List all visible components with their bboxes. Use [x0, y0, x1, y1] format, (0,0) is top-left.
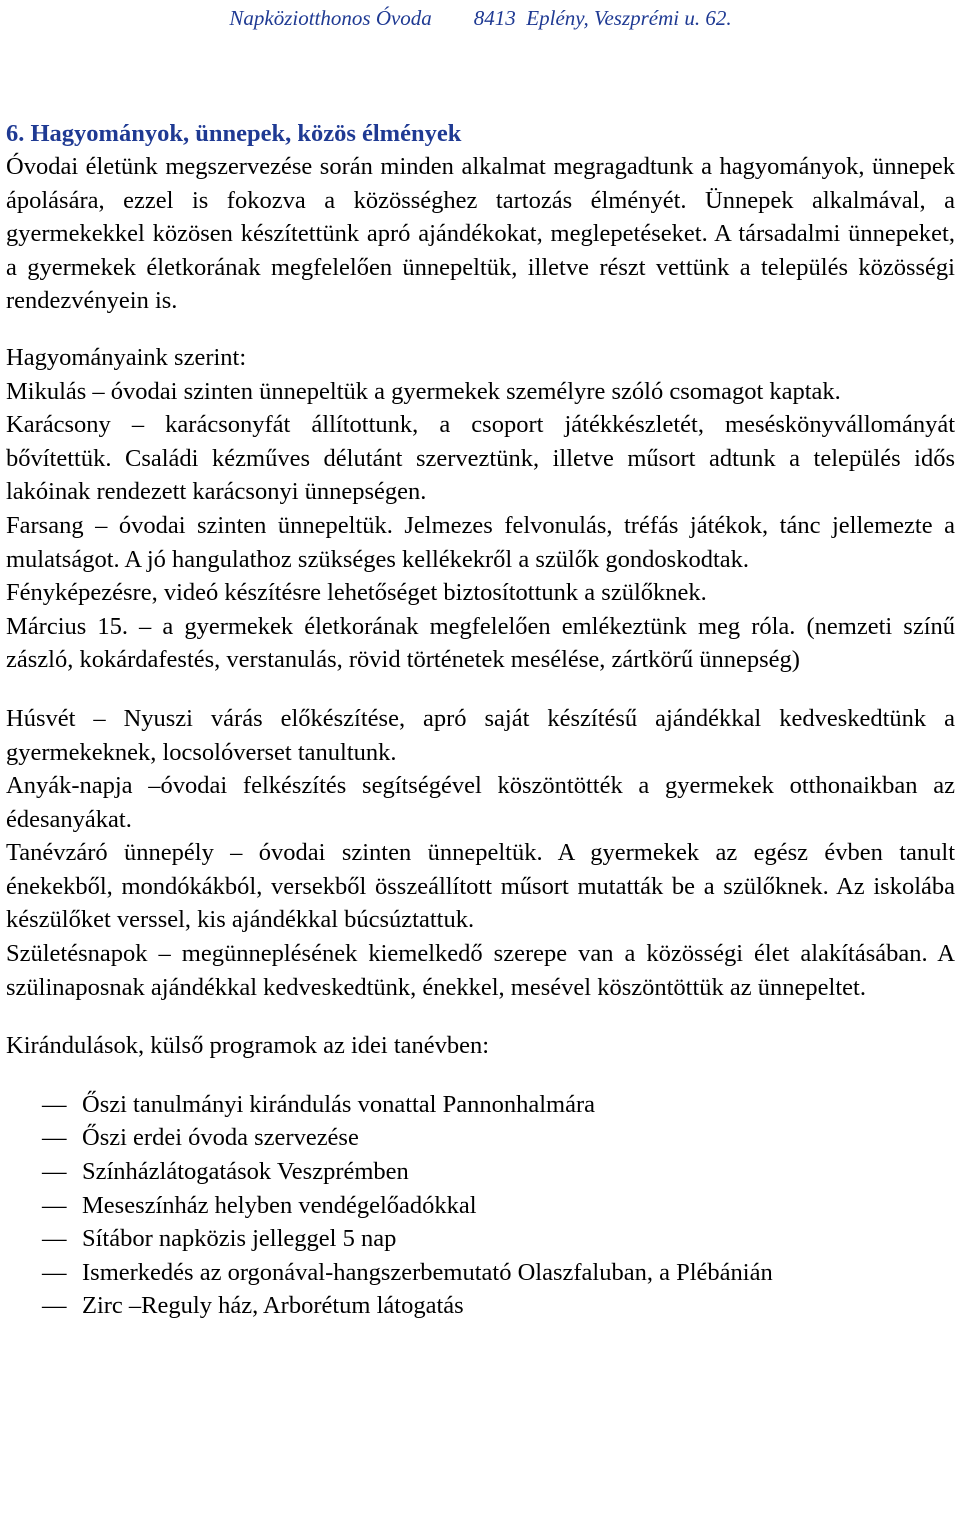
outing-item: [42, 1222, 955, 1256]
outing-text: Meseszínház helyben vendégelőadókkal: [82, 1191, 477, 1219]
outing-item: [42, 1189, 955, 1223]
outing-item: [42, 1155, 955, 1189]
tradition-photo: Fényképezésre, videó készítésre lehetőséget biztosítottunk a szülőknek.: [6, 579, 707, 607]
dash-bullet-icon: —: [42, 1225, 67, 1253]
outing-text: Őszi tanulmányi kirándulás vonattal Pannonhalmára: [82, 1090, 596, 1118]
traditions-label: Hagyományaink szerint:: [6, 343, 247, 371]
tradition-karacsony: Karácsony – karácsonyfát állítottunk, a csoport játékkészletét, meséskönyvállományát bővítettük. Családi kézműves délutánt szerveztünk, illetve műsort adtunk a település idős lakóinak rendezett karácsonyi ünnepségen.: [6, 411, 955, 506]
outing-text: Ismerkedés az orgonával-hangszerbemutató Olaszfaluban, a Plébánián: [82, 1258, 773, 1286]
paragraph-spacer: [6, 677, 955, 702]
dash-bullet-icon: —: [42, 1292, 67, 1320]
dash-bullet-icon: —: [42, 1191, 67, 1219]
outing-text: Őszi erdei óvoda szervezése: [82, 1124, 359, 1152]
outing-item: [42, 1289, 955, 1323]
outing-item: [42, 1088, 955, 1122]
outing-text: Zirc –Reguly ház, Arborétum látogatás: [82, 1292, 464, 1320]
dash-bullet-icon: —: [42, 1090, 67, 1118]
tradition-szuletesnap: Születésnapok – megünneplésének kiemelkedő szerepe van a közösségi élet alakításában. A szülinaposnak ajándékkal kedveskedtünk, énekkel, mesével köszöntöttük az ünnepeltet.: [6, 940, 955, 1001]
dash-bullet-icon: —: [42, 1258, 67, 1286]
paragraph-spacer: [6, 1004, 955, 1029]
tradition-tanevzaro: Tanévzáró ünnepély – óvodai szinten ünnepeltük. A gyermekek az egész évben tanult énekekből, mondókákból, versekből összeállított műsort mutatták be a szülőknek. Az iskolába készülőket verssel, kis ajándékkal búcsúztattuk.: [6, 839, 955, 934]
outing-item: [42, 1256, 955, 1290]
tradition-marcius: Március 15. – a gyermekek életkorának megfelelően emlékeztünk meg róla. (nemzeti színű zászló, kokárdafestés, verstanulás, rövid történetek mesélése, zártkörű ünnepség): [6, 612, 955, 674]
tradition-anyak-napja: Anyák-napja –óvodai felkészítés segítségével köszöntötték a gyermekek otthonaikban az édesanyákat.: [6, 772, 955, 833]
outing-text: Sítábor napközis jelleggel 5 nap: [82, 1225, 397, 1253]
outings-list: [6, 1088, 955, 1323]
tradition-mikulas: Mikulás – óvodai szinten ünnepeltük a gyermekek személyre szóló csomagot kaptak.: [6, 377, 841, 405]
tradition-husvet: Húsvét – Nyuszi várás előkészítése, apró saját készítésű ajándékkal kedveskedtünk a gyermekeknek, locsolóverset tanultunk.: [6, 704, 955, 766]
paragraph-spacer: [6, 1063, 955, 1088]
outing-text: Színházlátogatások Veszprémben: [82, 1158, 409, 1186]
tradition-farsang: Farsang – óvodai szinten ünnepeltük. Jelmezes felvonulás, tréfás játékok, tánc jellemezte a mulatságot. A jó hangulathoz szükséges kellékekről a szülők gondoskodtak.: [6, 511, 955, 573]
outings-label: Kirándulások, külső programok az idei tanévben:: [6, 1032, 490, 1060]
section-body: [6, 150, 955, 1323]
outing-item: [42, 1121, 955, 1155]
running-header: Napköziotthonos Óvoda 8413 Eplény, Veszprémi u. 62.: [229, 6, 732, 30]
intro-paragraph: Óvodai életünk megszervezése során minden alkalmat megragadtunk a hagyományok, ünnepek ápolására, ezzel is fokozva a közösséghez tartozás élményét. Ünnepek alkalmával, a gyermekekkel közösen készítettünk apró ajándékokat, meglepetéseket. A társadalmi ünnepeket, a gyermekek életkorának megfelelően ünnepeltük, illetve részt vettünk a település közösségi rendezvényein is.: [6, 153, 955, 315]
dash-bullet-icon: —: [42, 1158, 67, 1186]
paragraph-spacer: [6, 318, 955, 341]
section-heading: 6. Hagyományok, ünnepek, közös élmények: [6, 120, 462, 147]
dash-bullet-icon: —: [42, 1124, 67, 1152]
